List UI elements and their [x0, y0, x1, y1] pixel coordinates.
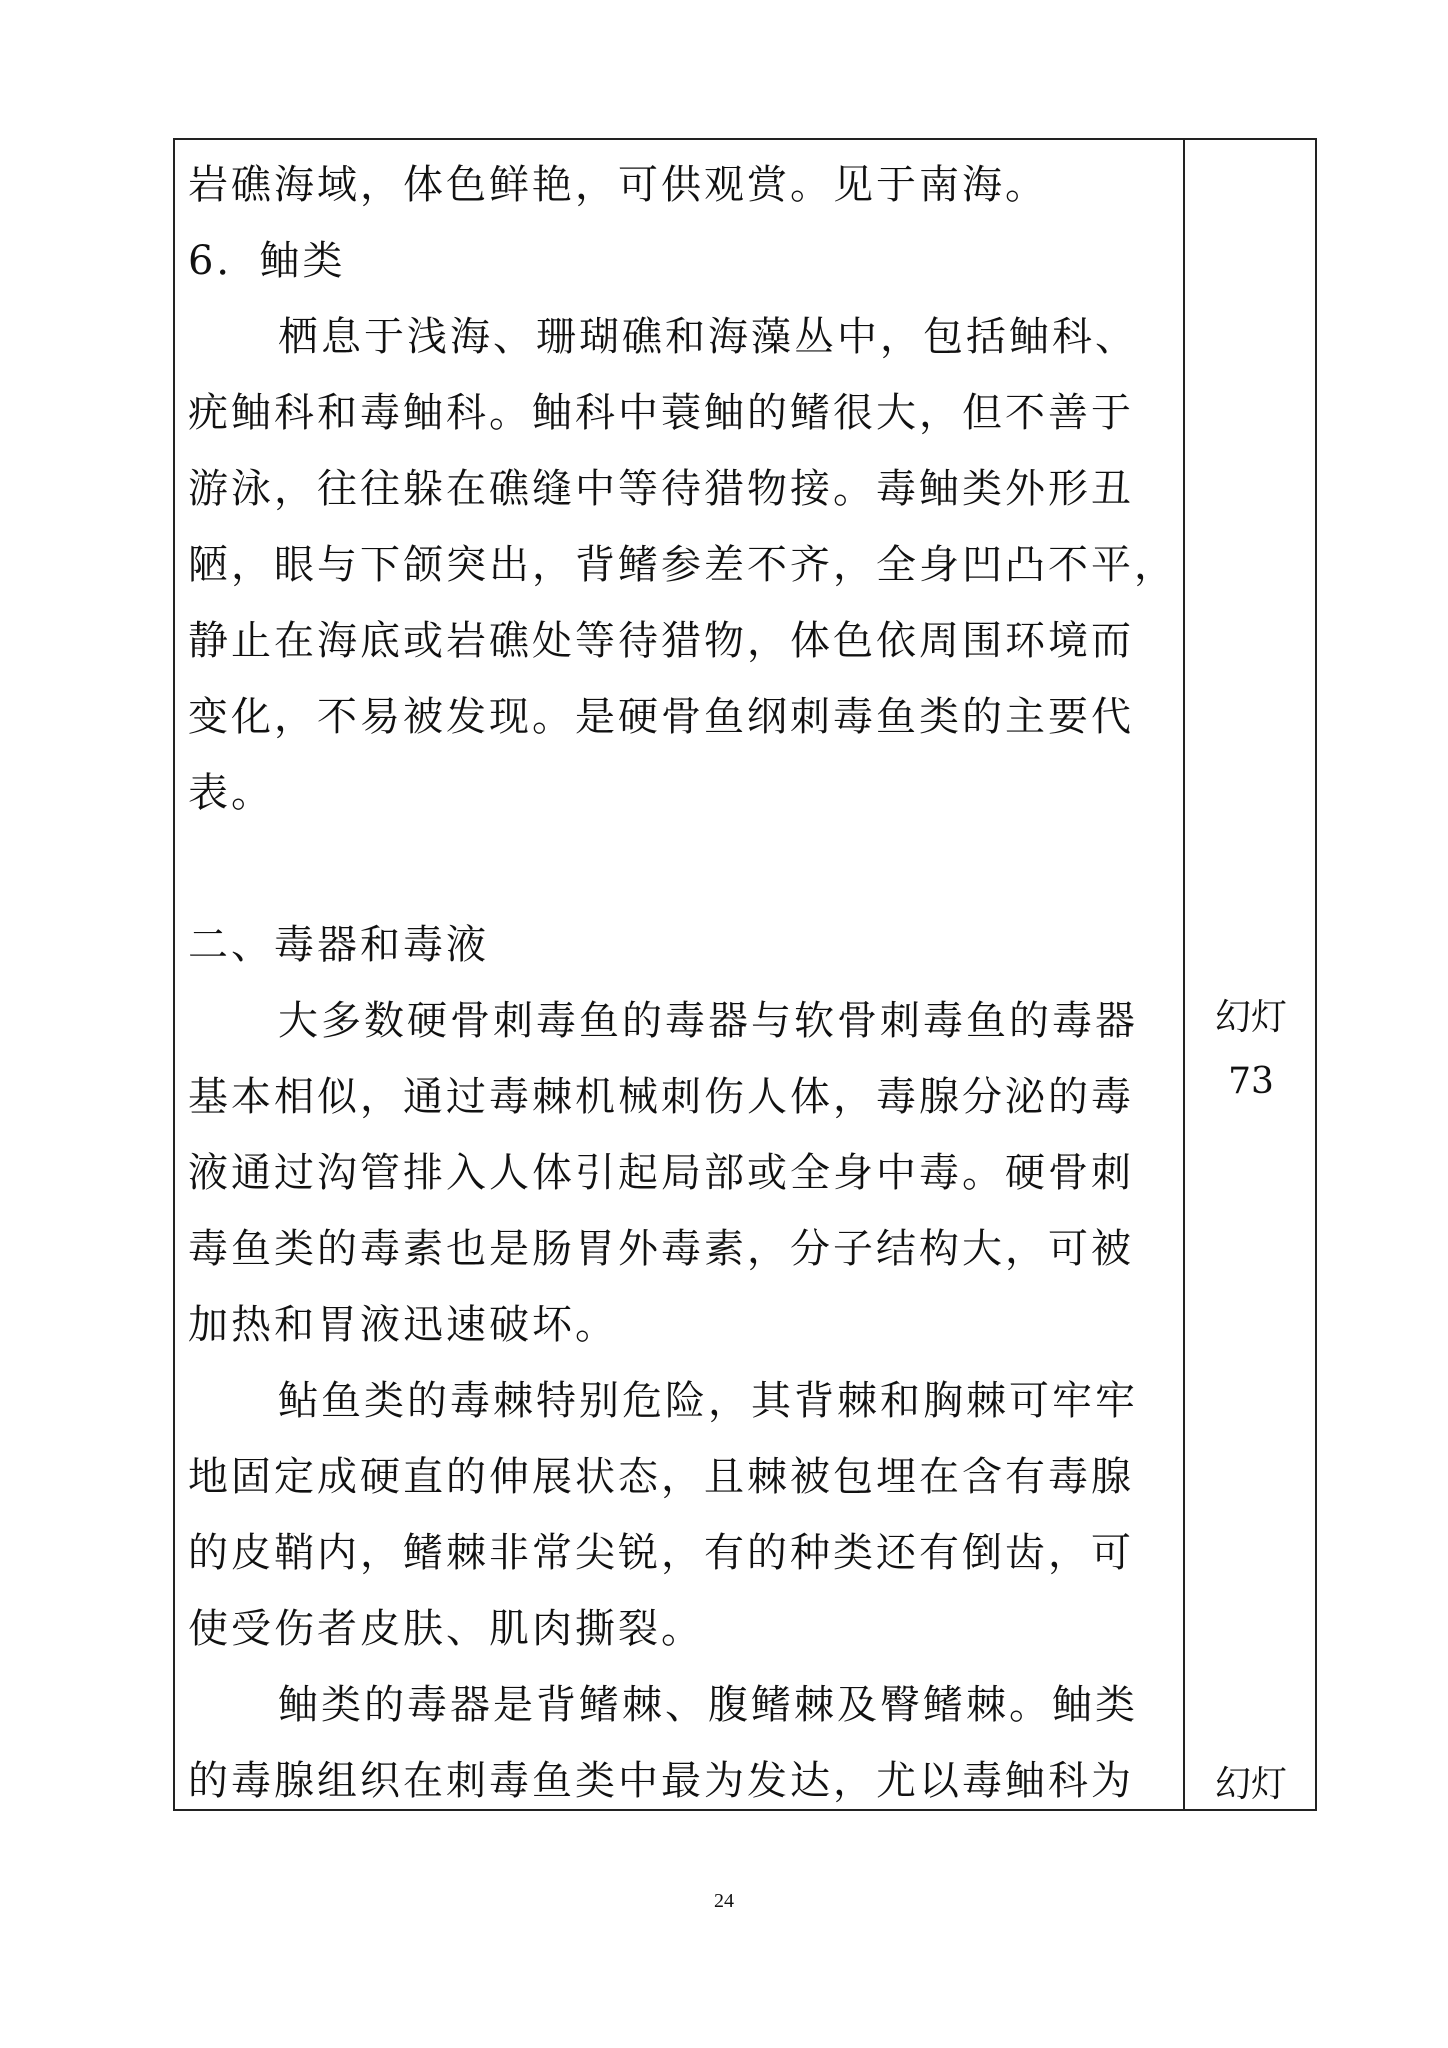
text-line: 表。 — [188, 770, 274, 816]
main-text-column — [188, 147, 1177, 1819]
text-line: 变化，不易被发现。是硬骨鱼纲刺毒鱼类的主要代 — [188, 694, 1134, 740]
text-line: 液通过沟管排入人体引起局部或全身中毒。硬骨刺 — [188, 1150, 1134, 1196]
text-line: 栖息于浅海、珊瑚礁和海藻丛中，包括鲉科、 — [278, 314, 1138, 360]
slide-note-number: 73 — [1228, 1061, 1274, 1102]
text-line: 鲉类的毒器是背鳍棘、腹鳍棘及臀鳍棘。鲉类 — [278, 1682, 1138, 1728]
page-number: 24 — [714, 1890, 734, 1912]
slide-note-bottom — [1185, 1753, 1317, 1817]
text-line: 地固定成硬直的伸展状态，且棘被包埋在含有毒腺 — [188, 1454, 1134, 1500]
text-line: 静止在海底或岩礁处等待猎物，体色依周围环境而 — [188, 618, 1134, 664]
section-heading-6: 6．鲉类 — [188, 238, 346, 284]
column-divider — [1183, 138, 1185, 1811]
text-line: 游泳，往往躲在礁缝中等待猎物接。毒鲉类外形丑 — [188, 466, 1134, 512]
text-line: 的皮鞘内，鳍棘非常尖锐，有的种类还有倒齿，可 — [188, 1530, 1134, 1576]
text-line: 大多数硬骨刺毒鱼的毒器与软骨刺毒鱼的毒器 — [278, 998, 1138, 1044]
text-line: 疣鲉科和毒鲉科。鲉科中蓑鲉的鳍很大，但不善于 — [188, 390, 1134, 436]
blank-line — [188, 831, 1173, 907]
text-line: 使受伤者皮肤、肌肉撕裂。 — [188, 1606, 704, 1652]
text-line: 毒鱼类的毒素也是肠胃外毒素，分子结构大，可被 — [188, 1226, 1134, 1272]
text-line: 加热和胃液迅速破坏。 — [188, 1302, 618, 1348]
text-line: 基本相似，通过毒棘机械刺伤人体，毒腺分泌的毒 — [188, 1074, 1134, 1120]
text-line: 的毒腺组织在刺毒鱼类中最为发达，尤以毒鲉科为 — [188, 1758, 1134, 1804]
slide-note-label: 幻灯 — [1214, 1764, 1287, 1805]
text-line: 鲇鱼类的毒棘特别危险，其背棘和胸棘可牢牢 — [278, 1378, 1138, 1424]
text-line: 陋，眼与下颌突出，背鳍参差不齐，全身凹凸不平， — [188, 542, 1177, 588]
slide-note-73 — [1185, 986, 1317, 1114]
text-line: 岩礁海域，体色鲜艳，可供观赏。见于南海。 — [188, 162, 1048, 208]
section-heading-2: 二、毒器和毒液 — [188, 922, 489, 968]
slide-note-label: 幻灯 — [1214, 997, 1287, 1038]
